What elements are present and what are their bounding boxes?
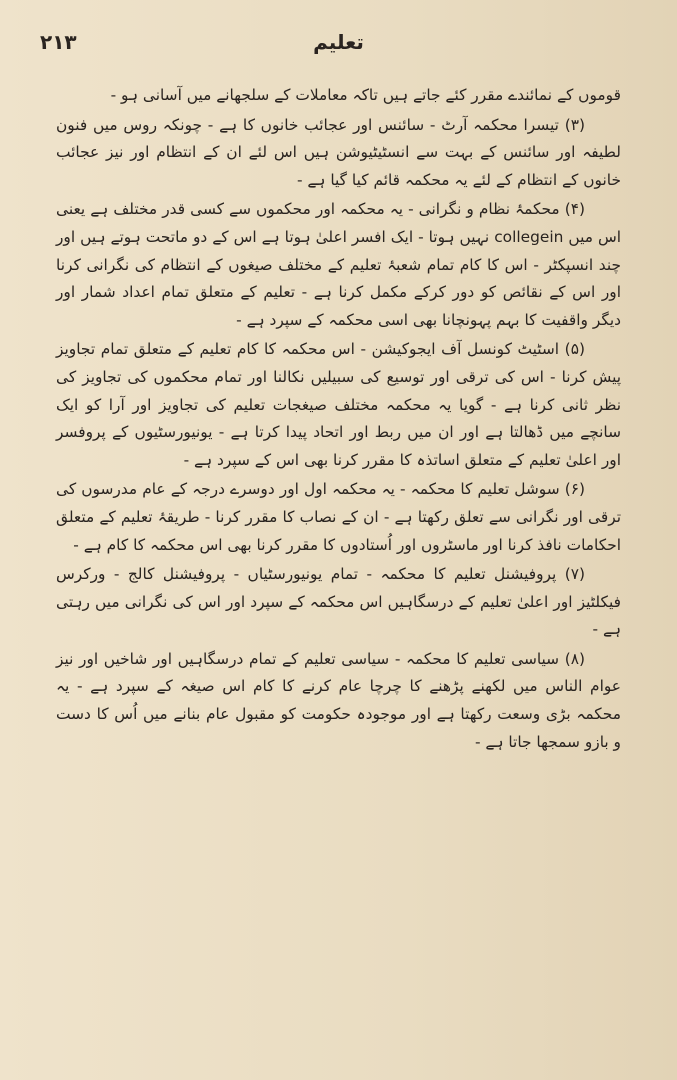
paragraph-art-science: (۳) تیسرا محکمہ آرٹ - سائنس اور عجائب خانوں کا ہے - چونکہ روس میں فنون لطیفہ اور سائنس کے بہت سے انسٹیٹیوشن ہیں اس لئے ان کے انتظام اور نیز عجائب خانوں کے انتظام کے لئے یہ محکمہ قائم کیا گیا ہے - xyxy=(56,115,621,189)
paragraph-social-education: (۶) سوشل تعلیم کا محکمہ - یہ محکمہ اول اور دوسرے درجہ کے عام مدرسوں کی ترقی اور نگرانی سے تعلق رکھتا ہے - ان کے نصاب کا مقرر کرنا - طریقۂ تعلیم کے متعلق احکامات نافذ کرنا اور ماسٹروں اور اُستادوں کا مقرر کرنا بھی اس محکمہ کا کام ہے - xyxy=(56,480,621,554)
page-header xyxy=(40,30,637,60)
chapter-title: تعلیم xyxy=(313,30,364,54)
page-number: ٢١٣ xyxy=(40,30,77,54)
body-text xyxy=(56,82,621,758)
paragraph-professional-education: (۷) پروفیشنل تعلیم کا محکمہ - تمام یونیورسٹیاں - پروفیشنل کالج - ورکرس فیکلٹیز اور اعلیٰ تعلیم کے درسگاہیں اس محکمہ کے سپرد اور اس کی نگرانی میں رہتی ہے - xyxy=(56,565,621,639)
paragraph-administration: (۴) محکمۂ نظام و نگرانی - یہ محکمہ اور محکموں سے کسی قدر مختلف ہے یعنی اس میں collegein نہیں ہوتا - ایک افسر اعلیٰ ہوتا ہے اس کے دو ماتحت ہوتے ہیں اور چند انسپکٹر - اس کا کام تمام شعبۂ تعلیم کے مختلف صیغوں کے انتظام کی نگرانی کرنا اور اس کے نقائص کو دور کرکے مکمل کرنا ہے - تعلیم کے متعلق تمام اعداد شمار اور دیگر واقفیت کا بہم پہونچانا بھی اسی محکمہ کے سپرد ہے - xyxy=(56,200,622,329)
paragraph-intro: قوموں کے نمائندے مقرر کئے جاتے ہیں تاکہ معاملات کے سلجھانے میں آسانی ہو - xyxy=(110,86,621,104)
paragraph-political-education: (۸) سیاسی تعلیم کا محکمہ - سیاسی تعلیم کے تمام درسگاہیں اور شاخیں اور نیز عوام الناس میں لکھنے پڑھنے کا چرچا عام کرنے کا کام اس صیغہ کے سپرد ہے - یہ محکمہ بڑی وسعت رکھتا ہے اور موجودہ حکومت کو مقبول عام بنانے میں اُس کا دست و بازو سمجھا جاتا ہے - xyxy=(56,649,621,751)
paragraph-state-council: (۵) اسٹیٹ کونسل آف ایجوکیشن - اس محکمہ کا کام تعلیم کے متعلق تمام تجاویز پیش کرنا - اس کی ترقی اور توسیع کی سبیلیں نکالنا اور تمام محکموں کی تجاویز کی نظر ثانی کرنا ہے - گویا یہ محکمہ مختلف صیغجات تعلیم کی تجاویز اور آرا کو ایک سانچے میں ڈھالتا ہے اور ان میں ربط اور اتحاد پیدا کرتا ہے - یونیورسٹیوں کے پروفسر اور اعلیٰ تعلیم کے متعلق اساتذہ کا مقرر کرنا بھی اس کے سپرد ہے - xyxy=(56,340,621,469)
